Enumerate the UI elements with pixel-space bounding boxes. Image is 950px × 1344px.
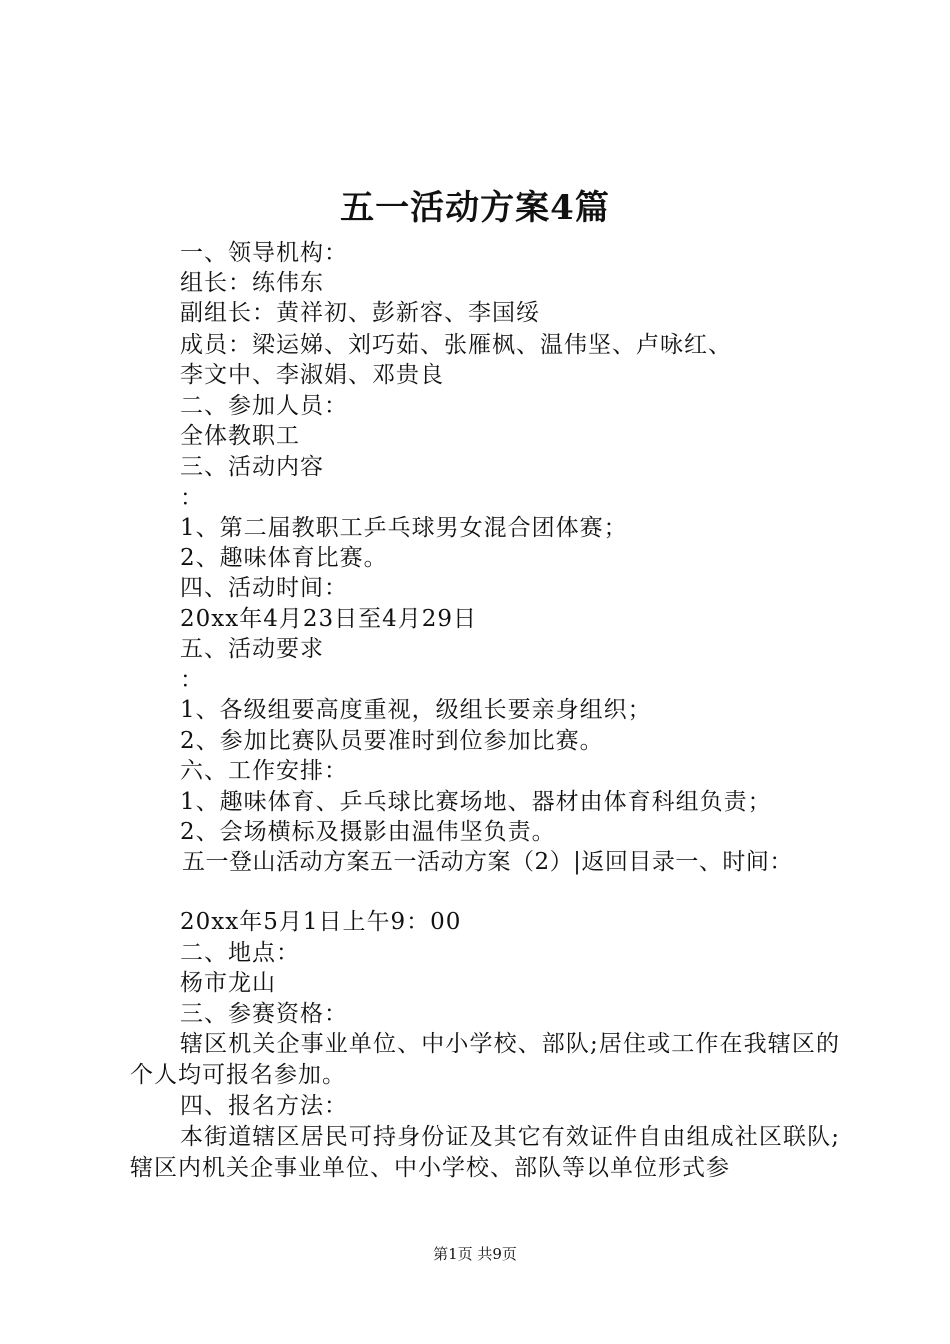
text-line: 二、地点： — [180, 940, 300, 966]
text-line: 1、第二届教职工乒乓球男女混合团体赛； — [180, 515, 628, 541]
page-footer: 第1页 共9页 — [433, 1245, 517, 1263]
text-line: 20xx年4月23日至4月29日 — [180, 606, 478, 632]
text-line: 李文中、李淑娟、邓贵良 — [180, 362, 444, 388]
page-title: 五一活动方案4篇 — [340, 188, 610, 228]
text-line: 2、参加比赛队员要准时到位参加比赛。 — [180, 728, 604, 754]
text-line: 副组长：黄祥初、彭新容、李国绥 — [180, 300, 540, 326]
text-line: 2、趣味体育比赛。 — [180, 545, 388, 571]
text-line: 一、领导机构： — [180, 240, 348, 266]
text-line: 四、活动时间： — [180, 575, 348, 601]
paragraph-eligibility: 辖区机关企事业单位、中小学校、部队;居住或工作在我辖区的个人均可报名参加。 — [130, 1031, 840, 1088]
text-line: 2、会场横标及摄影由温伟坚负责。 — [180, 819, 556, 845]
text-line: ： — [180, 667, 204, 693]
text-line: 五一登山活动方案五一活动方案（2）|返回目录一、时间： — [182, 849, 793, 875]
text-line: 三、活动内容 — [180, 454, 324, 480]
text-line: ： — [180, 485, 204, 511]
text-line: 成员：梁运娣、刘巧茹、张雁枫、温伟坚、卢咏红、 — [180, 332, 732, 358]
text-line: 1、各级组要高度重视，级组长要亲身组织； — [180, 697, 652, 723]
text-line: 全体教职工 — [180, 423, 300, 449]
text-line: 三、参赛资格： — [180, 1001, 348, 1027]
text-line: 杨市龙山 — [180, 970, 276, 996]
text-line: 1、趣味体育、乒乓球比赛场地、器材由体育科组负责； — [180, 789, 772, 815]
text-line: 组长：练伟东 — [180, 270, 324, 296]
text-line: 二、参加人员： — [180, 393, 348, 419]
text-line: 五、活动要求 — [180, 636, 324, 662]
text-line: 四、报名方法： — [180, 1093, 348, 1119]
text-line: 20xx年5月1日上午9：00 — [180, 909, 462, 935]
paragraph-signup: 本街道辖区居民可持身份证及其它有效证件自由组成社区联队;辖区内机关企事业单位、中小学校、部队等以单位形式参 — [130, 1124, 840, 1181]
text-line: 六、工作安排： — [180, 758, 348, 784]
